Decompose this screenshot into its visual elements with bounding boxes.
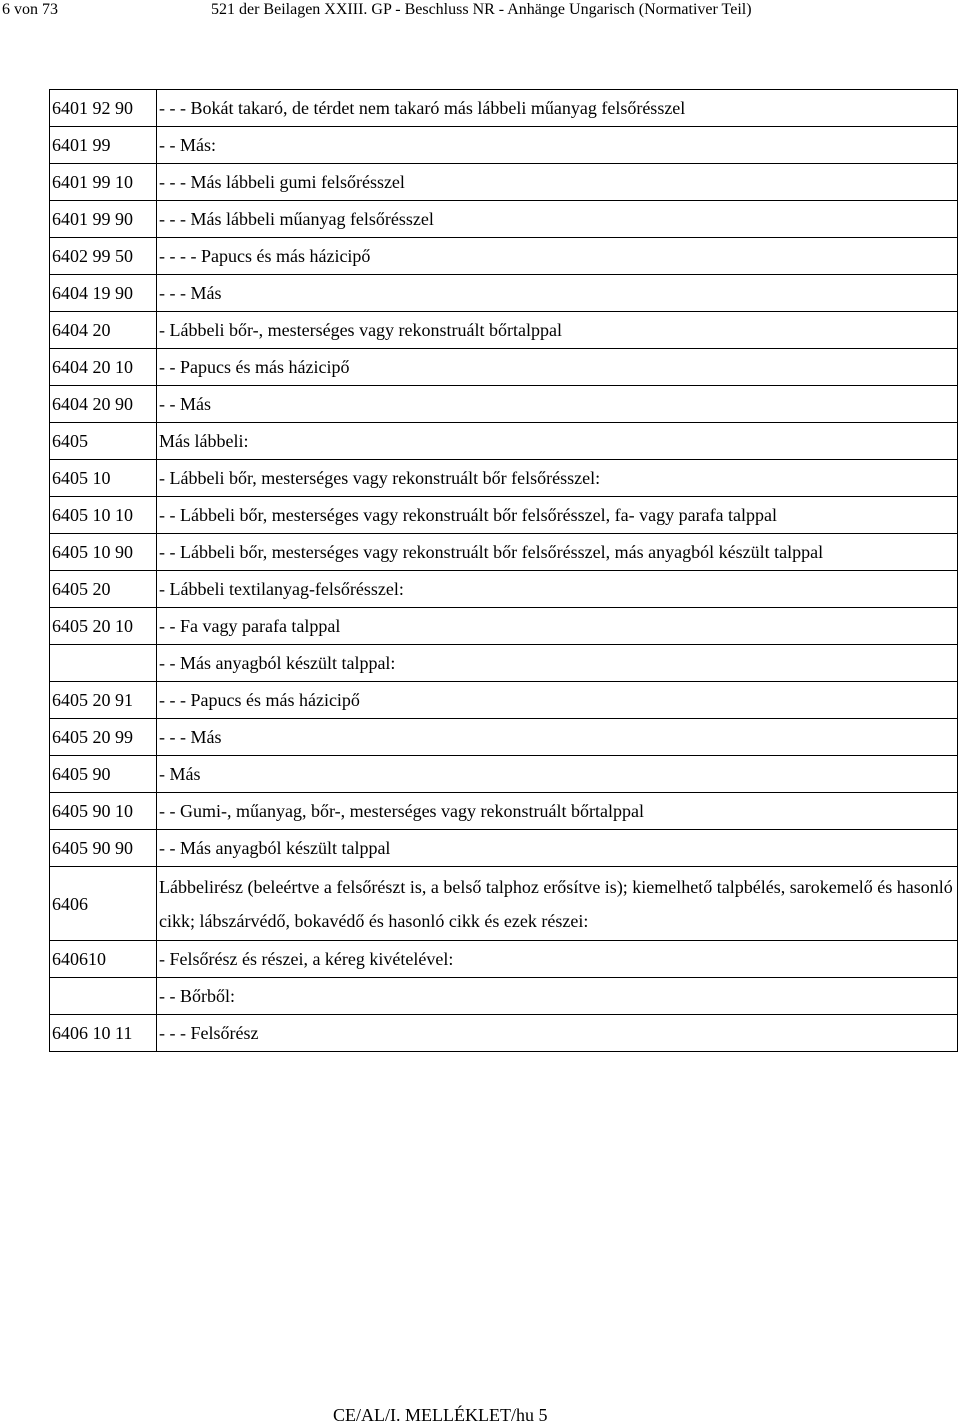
table-row [50,719,958,756]
tariff-description: - Felsőrész és részei, a kéreg kivételével: [157,941,958,978]
tariff-description: - Más [157,756,958,793]
tariff-description: - - Fa vagy parafa talppal [157,608,958,645]
table-row [50,867,958,941]
tariff-code: 6404 20 90 [50,386,157,423]
table-row [50,978,958,1015]
page-header [0,0,960,24]
table-row [50,275,958,312]
tariff-description: - - Bőrből: [157,978,958,1015]
tariff-description: - - - Felsőrész [157,1015,958,1052]
tariff-code: 6405 90 [50,756,157,793]
tariff-description: Más lábbeli: [157,423,958,460]
table-row [50,497,958,534]
table-row [50,460,958,497]
tariff-description: - - - Bokát takaró, de térdet nem takaró más lábbeli műanyag felsőrésszel [157,90,958,127]
tariff-code: 6405 10 10 [50,497,157,534]
table-row [50,164,958,201]
tariff-description: - - - Más lábbeli gumi felsőrésszel [157,164,958,201]
table-row [50,238,958,275]
tariff-description: - - - Más [157,275,958,312]
tariff-description: Lábbelirész (beleértve a felsőrészt is, a belső talphoz erősítve is); kiemelhető talpbélés, sarokemelő és hasonló cikk; lábszárvédő, bokavédő és hasonló cikk és ezek részei: [157,867,958,941]
tariff-description: - - Más: [157,127,958,164]
table-row [50,90,958,127]
tariff-code: 6405 20 91 [50,682,157,719]
tariff-code: 6405 90 10 [50,793,157,830]
tariff-code: 6406 [50,867,157,941]
table-row [50,423,958,460]
tariff-description: - - - Papucs és más házicipő [157,682,958,719]
tariff-description: - - - - Papucs és más házicipő [157,238,958,275]
table-row [50,127,958,164]
table-row [50,386,958,423]
tariff-description: - - Papucs és más házicipő [157,349,958,386]
table-row [50,682,958,719]
table-row [50,1015,958,1052]
tariff-code: 6401 99 90 [50,201,157,238]
table-row [50,571,958,608]
document-title: 521 der Beilagen XXIII. GP - Beschluss NR - Anhänge Ungarisch (Normativer Teil) [211,1,752,18]
page-number: 6 von 73 [2,1,58,18]
tariff-code: 6401 99 [50,127,157,164]
tariff-table [49,89,958,1052]
tariff-code [50,645,157,682]
tariff-code: 6406 10 11 [50,1015,157,1052]
table-row [50,608,958,645]
table-row [50,201,958,238]
tariff-code: 6402 99 50 [50,238,157,275]
tariff-code: 6405 90 90 [50,830,157,867]
tariff-code: 6404 20 [50,312,157,349]
table-row [50,349,958,386]
tariff-description: - - Más [157,386,958,423]
table-row [50,941,958,978]
table-row [50,645,958,682]
tariff-code: 6401 92 90 [50,90,157,127]
tariff-description: - Lábbeli bőr, mesterséges vagy rekonstruált bőr felsőrésszel: [157,460,958,497]
table-row [50,534,958,571]
table-row [50,312,958,349]
tariff-description: - - Más anyagból készült talppal [157,830,958,867]
tariff-code: 6401 99 10 [50,164,157,201]
tariff-code: 6405 20 10 [50,608,157,645]
tariff-code: 6404 20 10 [50,349,157,386]
tariff-code: 6405 10 [50,460,157,497]
table-row [50,793,958,830]
page-footer: CE/AL/I. MELLÉKLET/hu 5 [333,1405,548,1425]
tariff-code: 6405 10 90 [50,534,157,571]
tariff-description: - - - Más [157,719,958,756]
tariff-description: - Lábbeli textilanyag-felsőrésszel: [157,571,958,608]
table-row [50,830,958,867]
tariff-description: - - Gumi-, műanyag, bőr-, mesterséges vagy rekonstruált bőrtalppal [157,793,958,830]
table-row [50,756,958,793]
tariff-code: 6405 20 99 [50,719,157,756]
tariff-code: 6404 19 90 [50,275,157,312]
tariff-code: 6405 [50,423,157,460]
tariff-description: - - Más anyagból készült talppal: [157,645,958,682]
tariff-description: - - Lábbeli bőr, mesterséges vagy rekonstruált bőr felsőrésszel, fa- vagy parafa talppal [157,497,958,534]
tariff-code: 6405 20 [50,571,157,608]
tariff-description: - Lábbeli bőr-, mesterséges vagy rekonstruált bőrtalppal [157,312,958,349]
tariff-code [50,978,157,1015]
tariff-code: 640610 [50,941,157,978]
tariff-description: - - - Más lábbeli műanyag felsőrésszel [157,201,958,238]
tariff-description: - - Lábbeli bőr, mesterséges vagy rekonstruált bőr felsőrésszel, más anyagból készült talppal [157,534,958,571]
